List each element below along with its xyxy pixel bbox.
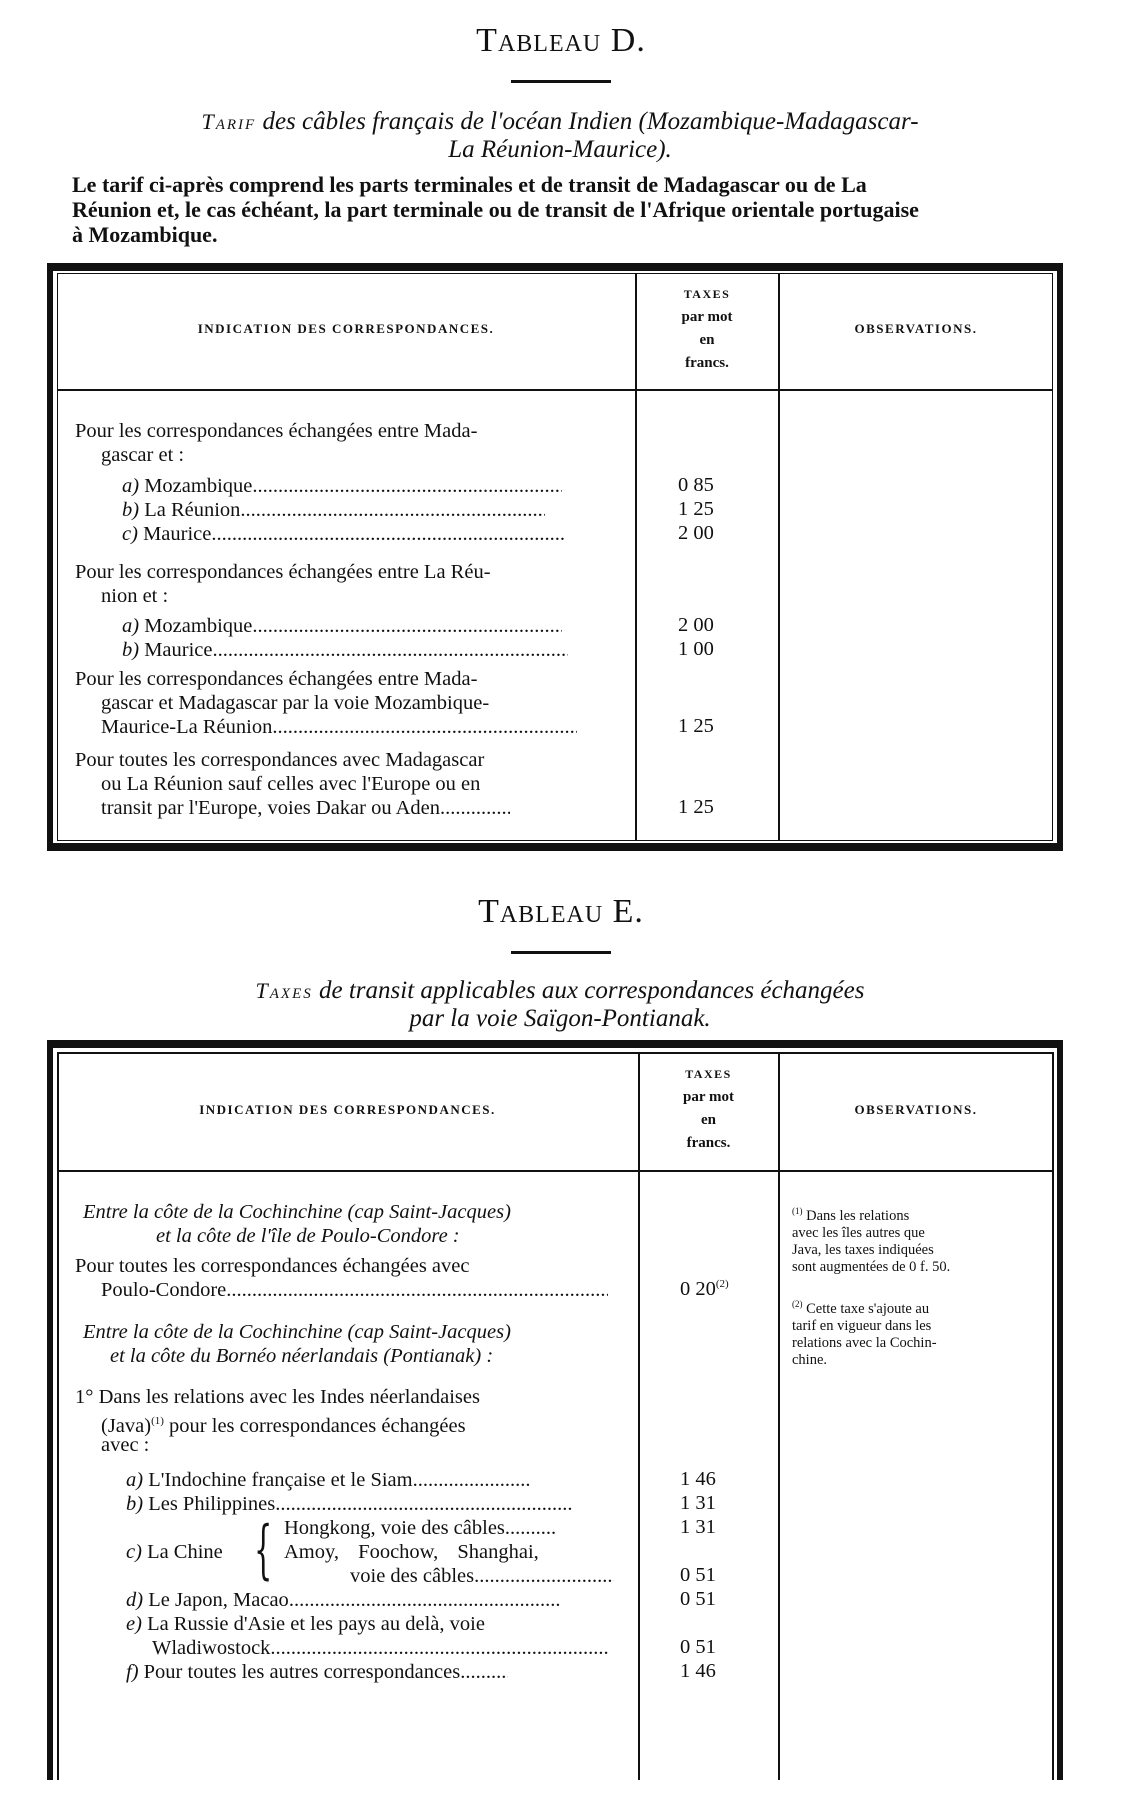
- header-taxes-l3: en: [699, 332, 715, 348]
- table-row: voie des câbles.....: [350, 1564, 614, 1588]
- table-e-inner-left: [57, 1052, 59, 1780]
- section-1-line-1: Entre la côte de la Cochinchine (cap Saint-Jacques): [83, 1201, 511, 1223]
- table-e-left-border: [47, 1040, 53, 1780]
- caption-line-2: La Réunion-Maurice).: [448, 136, 672, 163]
- footnote-1: $^{(1)}$ Dans les relations avec les îles autres que Java, les taxes indiquées sont augmentées de 0 f. 50.: [792, 1206, 951, 1275]
- tax-value: 1 25: [678, 715, 714, 737]
- table-row: a) Mozambique.....: [122, 614, 562, 638]
- group-1-line-2: gascar et :: [101, 444, 185, 466]
- tax-value: 0 20$^{(2)}$: [680, 1278, 729, 1300]
- table-row: f) Pour toutes les autres correspondances.....: [126, 1660, 508, 1684]
- group-2-line-2: nion et :: [101, 585, 169, 607]
- table-e-inner-right: [1052, 1052, 1054, 1780]
- section-2-line-2: et la côte du Bornéo néerlandais (Pontianak) :: [110, 1345, 494, 1367]
- header-observations: OBSERVATIONS.: [854, 1102, 978, 1117]
- tax-value: 1 25: [678, 796, 714, 818]
- table-row: d) Le Japon, Macao.....: [126, 1588, 561, 1612]
- tax-value: 2 00: [678, 522, 714, 544]
- tax-value: 1 31: [680, 1516, 716, 1538]
- header-taxes: [636, 283, 778, 375]
- header-taxes-l2: par mot: [681, 309, 733, 325]
- tax-value: 1 31: [680, 1492, 716, 1514]
- caption-lead: Taxes: [255, 978, 313, 1003]
- header-indication: INDICATION DES CORRESPONDANCES.: [197, 321, 495, 336]
- item-1-line-2: (Java)$^{(1)}$ pour les correspondances échangées: [101, 1414, 466, 1437]
- caption-line-1: des câbles français de l'océan Indien (Mozambique-Madagascar-: [256, 108, 919, 135]
- table-row: Poulo-Condore.....: [101, 1278, 608, 1302]
- table-e-inner-top: [57, 1052, 1053, 1054]
- brace-icon: {: [254, 1513, 273, 1587]
- tableau-d-intro: [72, 172, 1062, 247]
- table-e-top-border: [47, 1040, 1063, 1048]
- tax-value: 1 00: [678, 638, 714, 660]
- header-taxes-l4: francs.: [686, 1135, 731, 1151]
- header-taxes-l3: en: [701, 1112, 716, 1128]
- table-row: Maurice-La Réunion.....: [101, 715, 577, 739]
- intro-line-3: à Mozambique.: [72, 222, 218, 247]
- item-1-line-3: avec :: [101, 1434, 150, 1456]
- tableau-d-title: Tableau D.: [476, 22, 646, 59]
- table-row: b) Maurice.....: [122, 638, 568, 662]
- table-row: b) La Réunion.....: [122, 498, 545, 522]
- header-indication: INDICATION DES CORRESPONDANCES.: [199, 1102, 496, 1117]
- tableau-e-title: Tableau E.: [478, 893, 644, 930]
- header-taxes-l2: par mot: [683, 1089, 734, 1105]
- table-row: Wladiwostock.....: [152, 1636, 608, 1660]
- group-1-line-1: Pour les correspondances échangées entre Mada-: [75, 420, 478, 442]
- intro-line-2: Réunion et, le cas échéant, la part terminale ou de transit de l'Afrique orientale portugaise: [72, 197, 919, 222]
- tableau-d-caption: [120, 108, 1000, 164]
- header-divider: [57, 389, 1053, 391]
- header-taxes-l1: TAXES: [683, 287, 731, 301]
- item-1-line-1: 1° Dans les relations avec les Indes néerlandaises: [75, 1386, 480, 1408]
- caption-lead: Tarif: [201, 109, 257, 134]
- table-row: transit par l'Europe, voies Dakar ou Aden.....: [101, 796, 510, 820]
- footnote-2: $^{(2)}$ Cette taxe s'ajoute au tarif en vigueur dans les relations avec la Cochin- chine.: [792, 1299, 937, 1368]
- column-divider: [638, 1052, 640, 1780]
- caption-line-1: de transit applicables aux correspondances échangées: [312, 977, 865, 1004]
- tax-value: 0 51: [680, 1564, 716, 1586]
- tax-value: 0 51: [680, 1636, 716, 1658]
- table-row-continued: Amoy, Foochow, Shanghai,: [284, 1541, 539, 1563]
- column-divider: [778, 1052, 780, 1780]
- tableau-e-caption: [120, 977, 1000, 1033]
- group-2-line-1: Pour les correspondances échangées entre La Réu-: [75, 561, 491, 583]
- tax-value: 1 46: [680, 1468, 716, 1490]
- intro-line-1: Le tarif ci-après comprend les parts terminales et de transit de Madagascar ou de La: [72, 172, 867, 197]
- section-2-line-1: Entre la côte de la Cochinchine (cap Saint-Jacques): [83, 1321, 511, 1343]
- tax-value: 1 46: [680, 1660, 716, 1682]
- header-observations: OBSERVATIONS.: [854, 321, 978, 336]
- table-row-first-line: e) La Russie d'Asie et les pays au delà, voie: [126, 1613, 485, 1635]
- table-row: c) La Chine: [126, 1541, 223, 1563]
- table-row: b) Les Philippines.....: [126, 1492, 573, 1516]
- header-taxes-l4: francs.: [685, 355, 729, 371]
- tax-value: 0 51: [680, 1588, 716, 1610]
- table-row: a) Mozambique.....: [122, 474, 562, 498]
- table-row: Hongkong, voie des câbles.....: [284, 1516, 555, 1540]
- header-divider: [57, 1170, 1053, 1172]
- tax-value: 0 85: [678, 474, 714, 496]
- group-3-line-2: gascar et Madagascar par la voie Mozambique-: [101, 692, 490, 714]
- tax-value: 1 25: [678, 498, 714, 520]
- table-row: c) Maurice.....: [122, 522, 566, 546]
- title-rule: [511, 951, 611, 954]
- section-1-line-2: et la côte de l'île de Poulo-Condore :: [156, 1225, 460, 1247]
- header-taxes: [639, 1063, 778, 1155]
- header-taxes-l1: TAXES: [685, 1067, 732, 1081]
- column-divider: [778, 273, 780, 841]
- group-4-line-1: Pour toutes les correspondances avec Madagascar: [75, 749, 485, 771]
- table-row: a) L'Indochine française et le Siam.....: [126, 1468, 531, 1492]
- title-rule: [511, 80, 611, 83]
- group-4-line-2: ou La Réunion sauf celles avec l'Europe ou en: [101, 773, 481, 795]
- caption-line-2: par la voie Saïgon-Pontianak.: [409, 1005, 711, 1032]
- table-e-right-border: [1057, 1040, 1063, 1780]
- tax-value: 2 00: [678, 614, 714, 636]
- para-1-line-1: Pour toutes les correspondances échangées avec: [75, 1255, 470, 1277]
- group-3-line-1: Pour les correspondances échangées entre Mada-: [75, 668, 478, 690]
